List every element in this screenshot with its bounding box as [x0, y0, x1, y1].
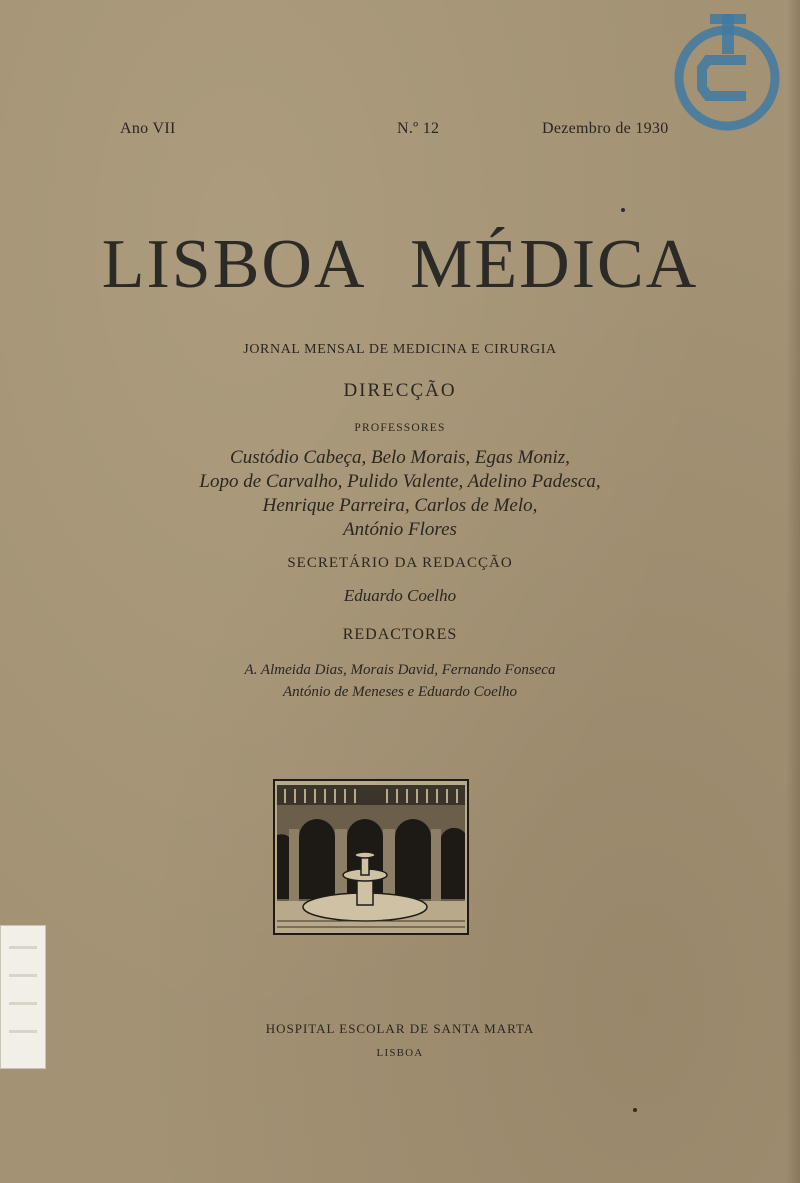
- journal-title: LISBOA MÉDICA: [101, 226, 699, 303]
- direction-name-line: Henrique Parreira, Carlos de Melo,: [262, 495, 538, 516]
- sticker-line: [9, 1002, 37, 1005]
- issue-date: Dezembro de 1930: [542, 120, 669, 137]
- library-sticker: [0, 925, 46, 1069]
- editors-name-line: António de Meneses e Eduardo Coelho: [283, 684, 517, 700]
- sticker-line: [9, 1030, 37, 1033]
- secretary-heading: SECRETÁRIO DA REDACÇÃO: [287, 555, 513, 571]
- direction-name-line: Lopo de Carvalho, Pulido Valente, Adelino Padesca,: [199, 471, 601, 492]
- sticker-line: [9, 974, 37, 977]
- direction-name-line: Custódio Cabeça, Belo Morais, Egas Moniz,: [230, 447, 570, 468]
- direction-names: [0, 446, 800, 542]
- issue-number: N.º 12: [397, 120, 440, 137]
- journal-subtitle: JORNAL MENSAL DE MEDICINA E CIRURGIA: [243, 342, 557, 357]
- professors-subheading: PROFESSORES: [354, 422, 446, 434]
- direction-heading: DIRECÇÃO: [343, 380, 457, 401]
- direction-name-line: António Flores: [343, 519, 457, 540]
- city-name: LISBOA: [376, 1047, 424, 1059]
- ink-speck: [621, 208, 625, 212]
- secretary-name: Eduardo Coelho: [343, 586, 457, 605]
- sticker-line: [9, 946, 37, 949]
- editors-name-line: A. Almeida Dias, Morais David, Fernando Fonseca: [244, 662, 556, 678]
- library-stamp-icon: [668, 8, 786, 136]
- volume-label: Ano VII: [120, 120, 176, 137]
- editors-names: [0, 659, 800, 703]
- cloister-fountain-engraving-icon: [273, 779, 469, 935]
- ink-speck: [633, 1108, 637, 1112]
- institution-name: HOSPITAL ESCOLAR DE SANTA MARTA: [265, 1021, 535, 1036]
- editors-heading: REDACTORES: [342, 626, 458, 643]
